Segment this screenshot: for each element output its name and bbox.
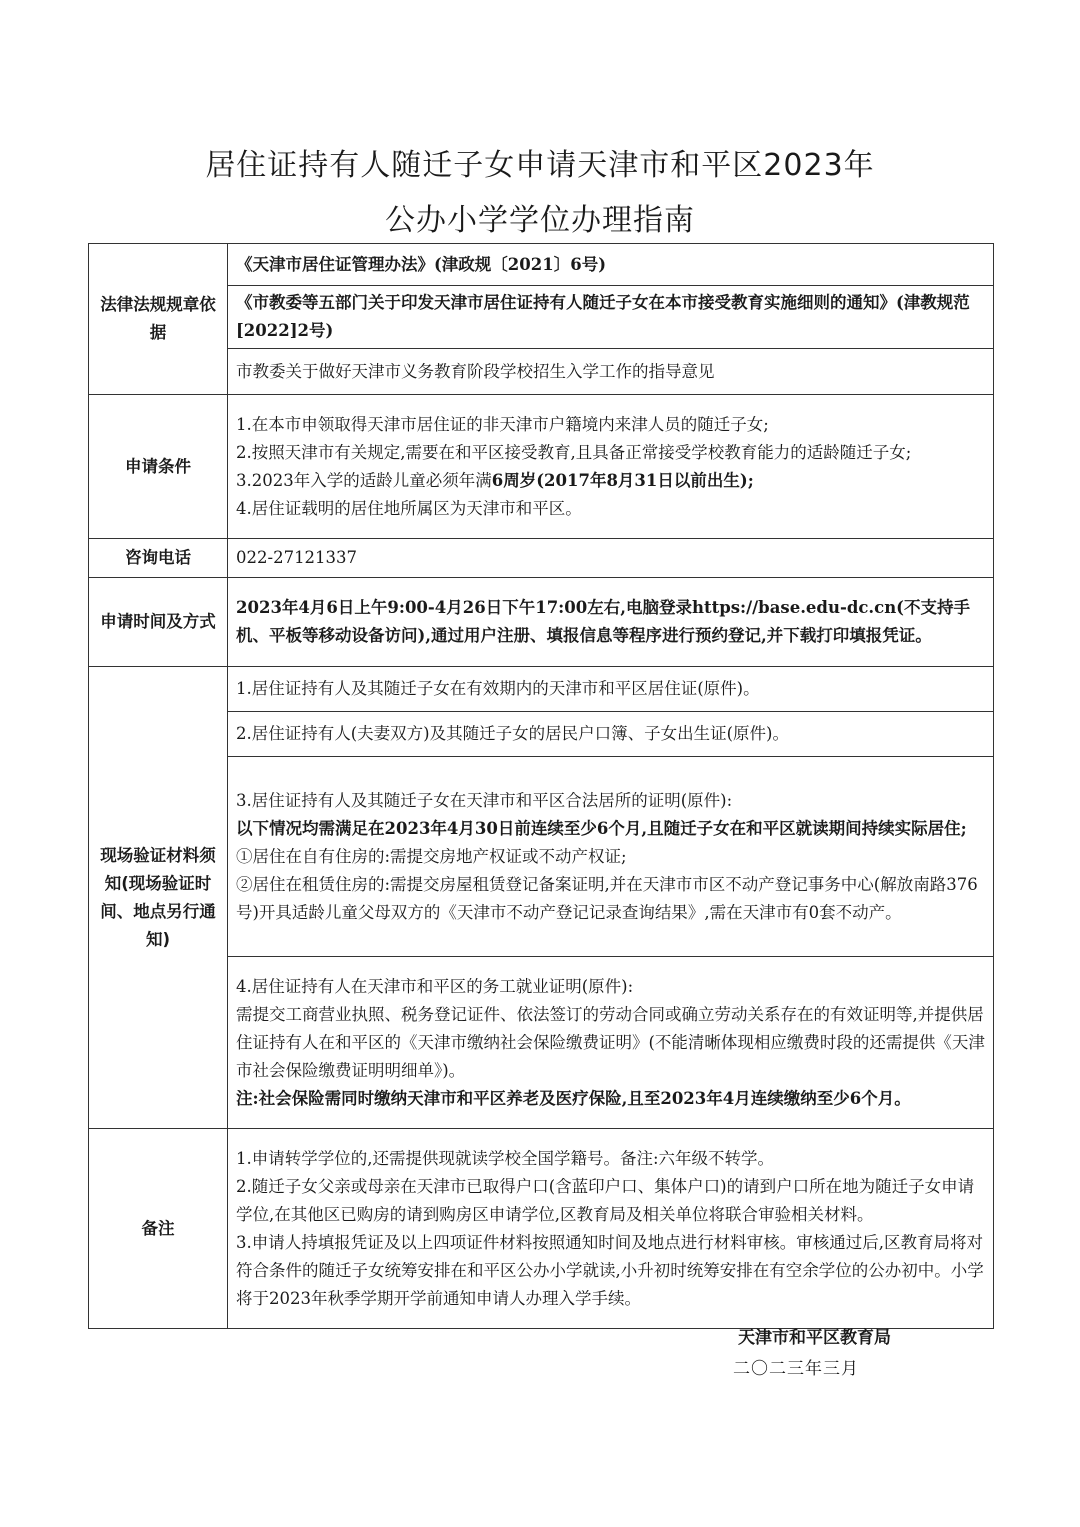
material-item-3-head: 3.居住证持有人及其随迁子女在天津市和平区合法居所的证明(原件): bbox=[236, 790, 733, 810]
remark-item-3: 3.申请人持填报凭证及以上四项证件材料按照通知时间及地点进行材料审核。审核通过后,区教育局将对符合条件的随迁子女统筹安排在和平区公办小学就读,小升初时统筹安排在有空余学位的公办初中。小学将于2023年秋季学期开学前通知申请人办理入学手续。 bbox=[236, 1232, 984, 1308]
condition-item-3-text: 3.2023年入学的适龄儿童必须年满 bbox=[236, 470, 492, 490]
material-item-4 bbox=[228, 957, 994, 1129]
remark-item-1: 1.申请转学学位的,还需提供现就读学校全国学籍号。备注:六年级不转学。 bbox=[236, 1148, 775, 1168]
issuer-signature: 天津市和平区教育局 bbox=[738, 1328, 891, 1348]
condition-item-2: 2.按照天津市有关规定,需要在和平区接受教育,且具备正常接受学校教育能力的适龄随迁子女; bbox=[236, 442, 912, 462]
remark-item-2: 2.随迁子女父亲或母亲在天津市已取得户口(含蓝印户口、集体户口)的请到户口所在地为随迁子女申请学位,在其他区已购房的请到购房区申请学位,区教育局及相关单位将联合审验相关材料。 bbox=[236, 1176, 975, 1224]
document-title-line2: 公办小学学位办理指南 bbox=[385, 203, 695, 238]
material-item-2: 2.居住证持有人(夫妻双方)及其随迁子女的居民户口簿、子女出生证(原件)。 bbox=[228, 712, 994, 757]
material-item-4-note: 注:社会保险需同时缴纳天津市和平区养老及医疗保险,且至2023年4月连续缴纳至少6个月。 bbox=[236, 1088, 911, 1108]
phone-label: 咨询电话 bbox=[89, 539, 228, 578]
legal-item-3: 市教委关于做好天津市义务教育阶段学校招生入学工作的指导意见 bbox=[228, 349, 994, 395]
table-row bbox=[89, 244, 994, 286]
material-item-4-body: 需提交工商营业执照、税务登记证件、依法签订的劳动合同或确立劳动关系存在的有效证明等,并提供居住证持有人在和平区的《天津市缴纳社会保险缴费证明》(不能清晰体现相应缴费时段的还需提供《天津市社会保险缴费证明明细单》)。 bbox=[236, 1004, 985, 1080]
material-item-3-own: ①居住在自有住房的:需提交房地产权证或不动产权证; bbox=[236, 846, 627, 866]
guide-table bbox=[88, 243, 994, 1329]
apply-label: 申请时间及方式 bbox=[89, 578, 228, 667]
table-row bbox=[89, 539, 994, 578]
remarks-cell bbox=[228, 1129, 994, 1329]
issue-date: 二〇二三年三月 bbox=[733, 1359, 859, 1379]
table-row bbox=[89, 578, 994, 667]
condition-item-1: 1.在本市申领取得天津市居住证的非天津市户籍境内来津人员的随迁子女; bbox=[236, 414, 769, 434]
remarks-label: 备注 bbox=[89, 1129, 228, 1329]
condition-item-3 bbox=[236, 467, 985, 495]
table-row bbox=[89, 395, 994, 539]
conditions-cell bbox=[228, 395, 994, 539]
phone-value: 022-27121337 bbox=[228, 539, 994, 578]
materials-label: 现场验证材料须知(现场验证时间、地点另行通知) bbox=[89, 667, 228, 1129]
material-item-3-bold: 以下情况均需满足在2023年4月30日前连续至少6个月,且随迁子女在和平区就读期间持续实际居住; bbox=[236, 818, 967, 838]
material-item-4-head: 4.居住证持有人在天津市和平区的务工就业证明(原件): bbox=[236, 976, 634, 996]
material-item-3-rent: ②居住在租赁住房的:需提交房屋租赁登记备案证明,并在天津市市区不动产登记事务中心(解放南路376号)开具适龄儿童父母双方的《天津市不动产登记记录查询结果》,需在天津市有0套不动产。 bbox=[236, 874, 978, 922]
legal-basis-label: 法律法规规章依据 bbox=[89, 244, 228, 395]
condition-item-3-bold: 6周岁(2017年8月31日以前出生); bbox=[491, 470, 754, 490]
condition-item-4: 4.居住证载明的居住地所属区为天津市和平区。 bbox=[236, 498, 582, 518]
legal-item-1: 《天津市居住证管理办法》(津政规〔2021〕6号) bbox=[228, 244, 994, 286]
table-row bbox=[89, 1129, 994, 1329]
apply-text: 2023年4月6日上午9:00-4月26日下午17:00左右,电脑登录https://base.edu-dc.cn(不支持手机、平板等移动设备访问),通过用户注册、填报信息等程序进行预约登记,并下载打印填报凭证。 bbox=[228, 578, 994, 667]
table-row bbox=[89, 667, 994, 712]
document-title-line1: 居住证持有人随迁子女申请天津市和平区2023年 bbox=[205, 148, 875, 183]
legal-item-2: 《市教委等五部门关于印发天津市居住证持有人随迁子女在本市接受教育实施细则的通知》(津教规范[2022]2号) bbox=[228, 286, 994, 349]
conditions-label: 申请条件 bbox=[89, 395, 228, 539]
material-item-1: 1.居住证持有人及其随迁子女在有效期内的天津市和平区居住证(原件)。 bbox=[228, 667, 994, 712]
material-item-3 bbox=[228, 757, 994, 957]
